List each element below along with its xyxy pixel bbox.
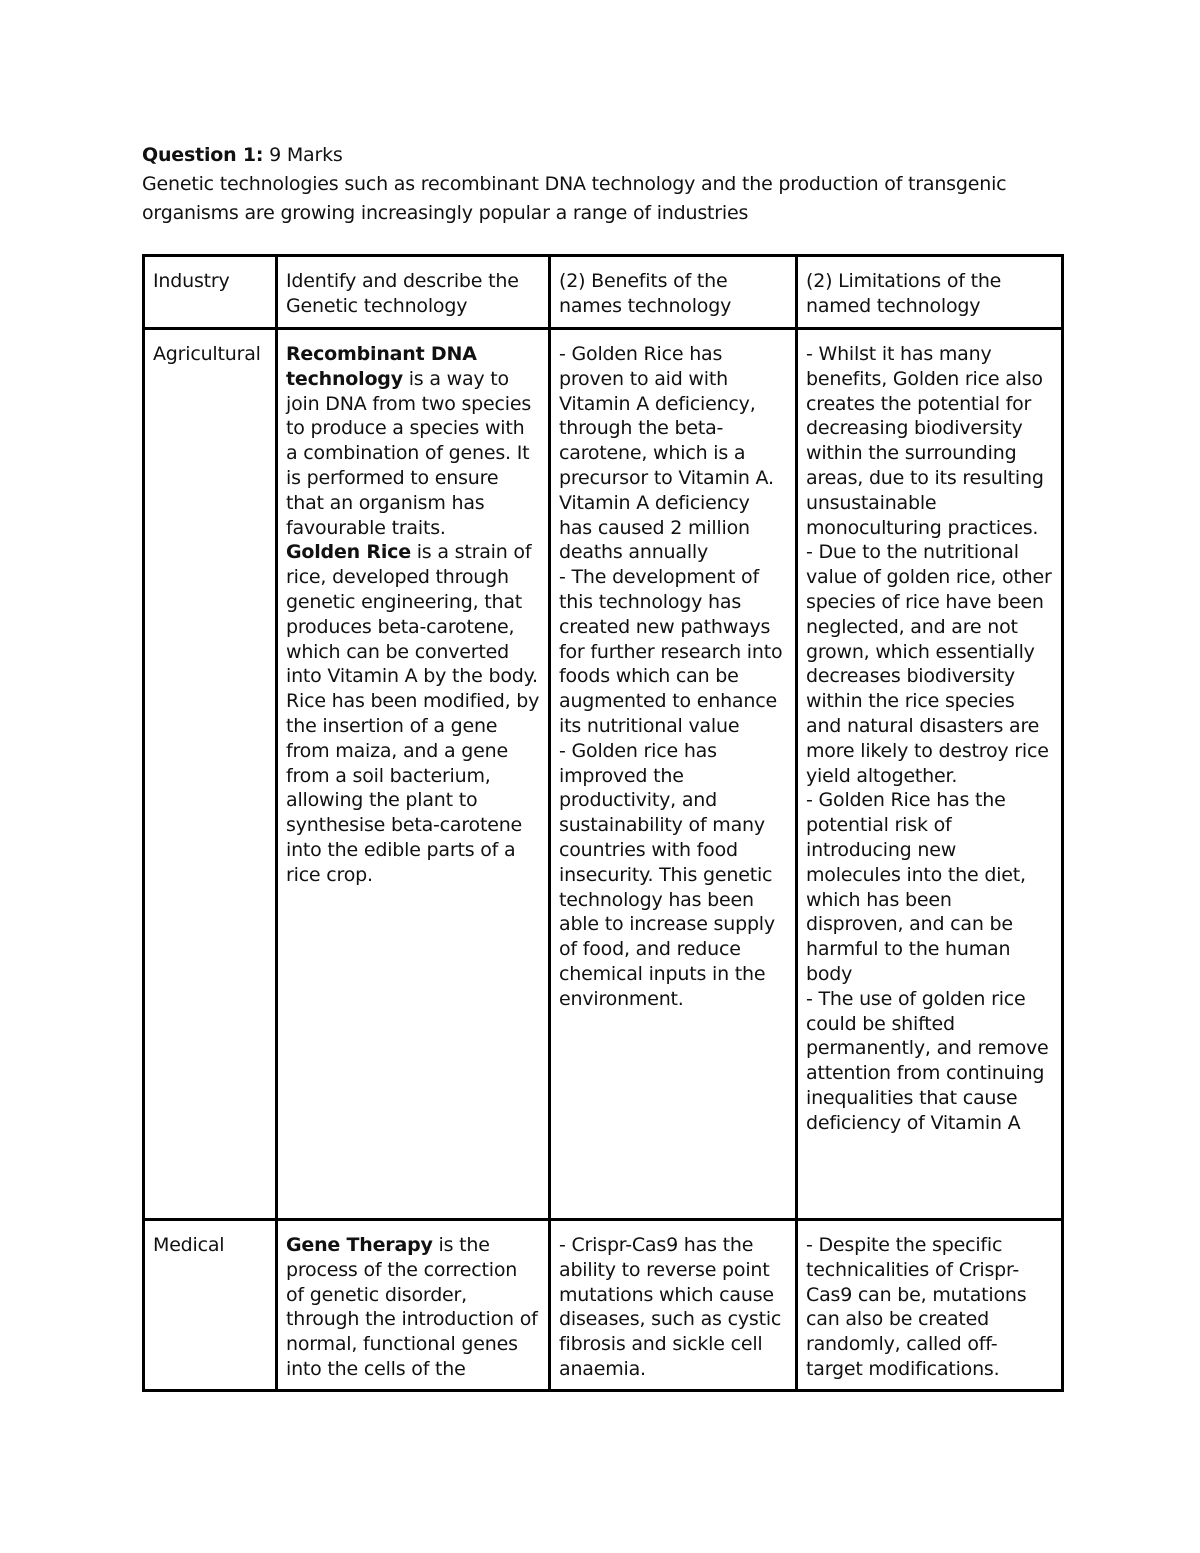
cell-benefits-medical: - Crispr-Cas9 has the ability to reverse point mutations which cause diseases, such as cystic fibrosis and sickle cell anaemia. [550, 1220, 797, 1391]
cell-industry-agricultural: Agricultural [144, 329, 277, 1220]
cell-limitations-agricultural [797, 329, 1063, 1220]
question-heading [142, 141, 1062, 228]
question-prompt: Genetic technologies such as recombinant DNA technology and the production of transgenic organisms are growing increasingly popular a range of industries [142, 173, 1007, 224]
cell-industry-medical: Medical [144, 1220, 277, 1391]
cell-benefits-agricultural [550, 329, 797, 1220]
limitation-item: - The use of golden rice could be shifted permanently, and remove attention from continuing inequalities that cause deficiency of Vitamin A [806, 987, 1049, 1134]
term-gene-therapy: Gene Therapy [286, 1234, 433, 1256]
benefit-item: - Golden rice has improved the productivity, and sustainability of many countries with food insecurity. This genetic technology has been able to increase supply of food, and reduce chemical inputs in the environment. [559, 739, 775, 1010]
header-industry: Industry [144, 256, 277, 329]
cell-technology-medical [277, 1220, 550, 1391]
cell-limitations-medical: - Despite the specific technicalities of Crispr-Cas9 can be, mutations can also be created randomly, called off-target modifications. [797, 1220, 1063, 1391]
recombinant-dna-text: is a way to join DNA from two species to produce a species with a combination of genes. It is performed to ensure that an organism has favourable traits. [286, 367, 532, 539]
table-row-agricultural [144, 329, 1063, 1220]
benefit-item: - Golden Rice has proven to aid with Vitamin A deficiency, through the beta-carotene, which is a precursor to Vitamin A. Vitamin A deficiency has caused 2 million deaths annually [559, 343, 774, 564]
limitation-item: - Whilst it has many benefits, Golden rice also creates the potential for decreasing biodiversity within the surrounding areas, due to its resulting unsustainable monoculturing practices. [806, 343, 1044, 539]
question-marks: 9 Marks [263, 144, 343, 166]
genetic-technology-table [142, 254, 1064, 1392]
table-header-row [144, 256, 1063, 329]
golden-rice-text: is a strain of rice, developed through genetic engineering, that produces beta-carotene, which can be converted into Vitamin A by the body. Rice has been modified, by the insertion of a gene from maiza, and a gene from a soil bacterium, allowing the plant to synthesise beta-carotene into the edible parts of a rice crop. [286, 541, 540, 886]
header-technology: Identify and describe the Genetic technology [277, 256, 550, 329]
cell-technology-agricultural [277, 329, 550, 1220]
header-benefits: (2) Benefits of the names technology [550, 256, 797, 329]
recombinant-dna-description [286, 342, 540, 540]
term-golden-rice: Golden Rice [286, 541, 411, 564]
header-limitations: (2) Limitations of the named technology [797, 256, 1063, 329]
question-title [142, 141, 1062, 170]
benefit-item: - The development of this technology has created new pathways for further research into foods which can be augmented to enhance its nutritional value [559, 566, 783, 737]
question-label: Question 1: [142, 144, 264, 166]
limitation-item: - Due to the nutritional value of golden rice, other species of rice have been neglected, and are not grown, which essentially decreases biodiversity within the rice species and natural disasters are more likely to destroy rice yield altogether. [806, 541, 1052, 787]
gene-therapy-text: is the process of the correction of genetic disorder, through the introduction of normal, functional genes into the cells of the [286, 1234, 538, 1380]
limitation-item: - Golden Rice has the potential risk of introducing new molecules into the diet, which has been disproven, and can be harmful to the human body [806, 789, 1026, 985]
term-recombinant-dna: Recombinant DNA technology [286, 343, 477, 390]
table-row-medical [144, 1220, 1063, 1391]
golden-rice-description [286, 540, 540, 887]
